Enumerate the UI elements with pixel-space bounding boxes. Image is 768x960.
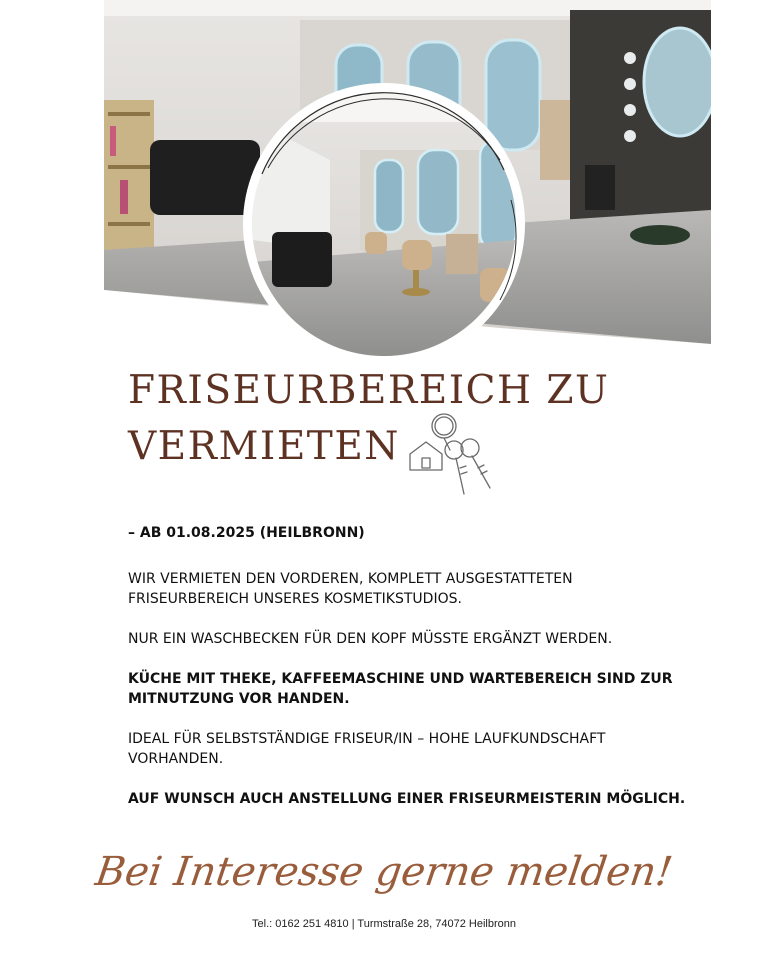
paragraph-rental-area: WIR VERMIETEN DEN VORDEREN, KOMPLETT AUSGESTATTETEN FRISEURBEREICH UNSERES KOSMETIKSTUDIOS. (128, 571, 573, 607)
headline-line-1: FRISEURBEREICH ZU (128, 368, 610, 413)
salon-photo-banner (0, 0, 768, 380)
contact-footer: Tel.: 0162 251 4810 | Turmstraße 28, 74072 Heilbronn (252, 918, 516, 930)
headline-line-2: VERMIETEN (128, 424, 400, 469)
body-text (128, 523, 688, 809)
paragraph-ideal-for: IDEAL FÜR SELBSTSTÄNDIGE FRISEUR/IN – HOHE LAUFKUNDSCHAFT VORHANDEN. (128, 731, 606, 767)
paragraph-wash-basin: NUR EIN WASCHBECKEN FÜR DEN KOPF MÜSSTE ERGÄNZT WERDEN. (128, 631, 613, 647)
salon-photo (0, 0, 768, 380)
paragraph-kitchen: KÜCHE MIT THEKE, KAFFEEMASCHINE UND WARTEBEREICH SIND ZUR MITNUTZUNG VOR HANDEN. (128, 671, 673, 707)
paragraph-employment: AUF WUNSCH AUCH ANSTELLUNG EINER FRISEURMEISTERIN MÖGLICH. (128, 791, 686, 807)
availability-date: – AB 01.08.2025 (HEILBRONN) (128, 525, 365, 541)
contact-signature: Bei Interesse gerne melden! (92, 849, 676, 895)
house-keys-icon (404, 410, 496, 498)
